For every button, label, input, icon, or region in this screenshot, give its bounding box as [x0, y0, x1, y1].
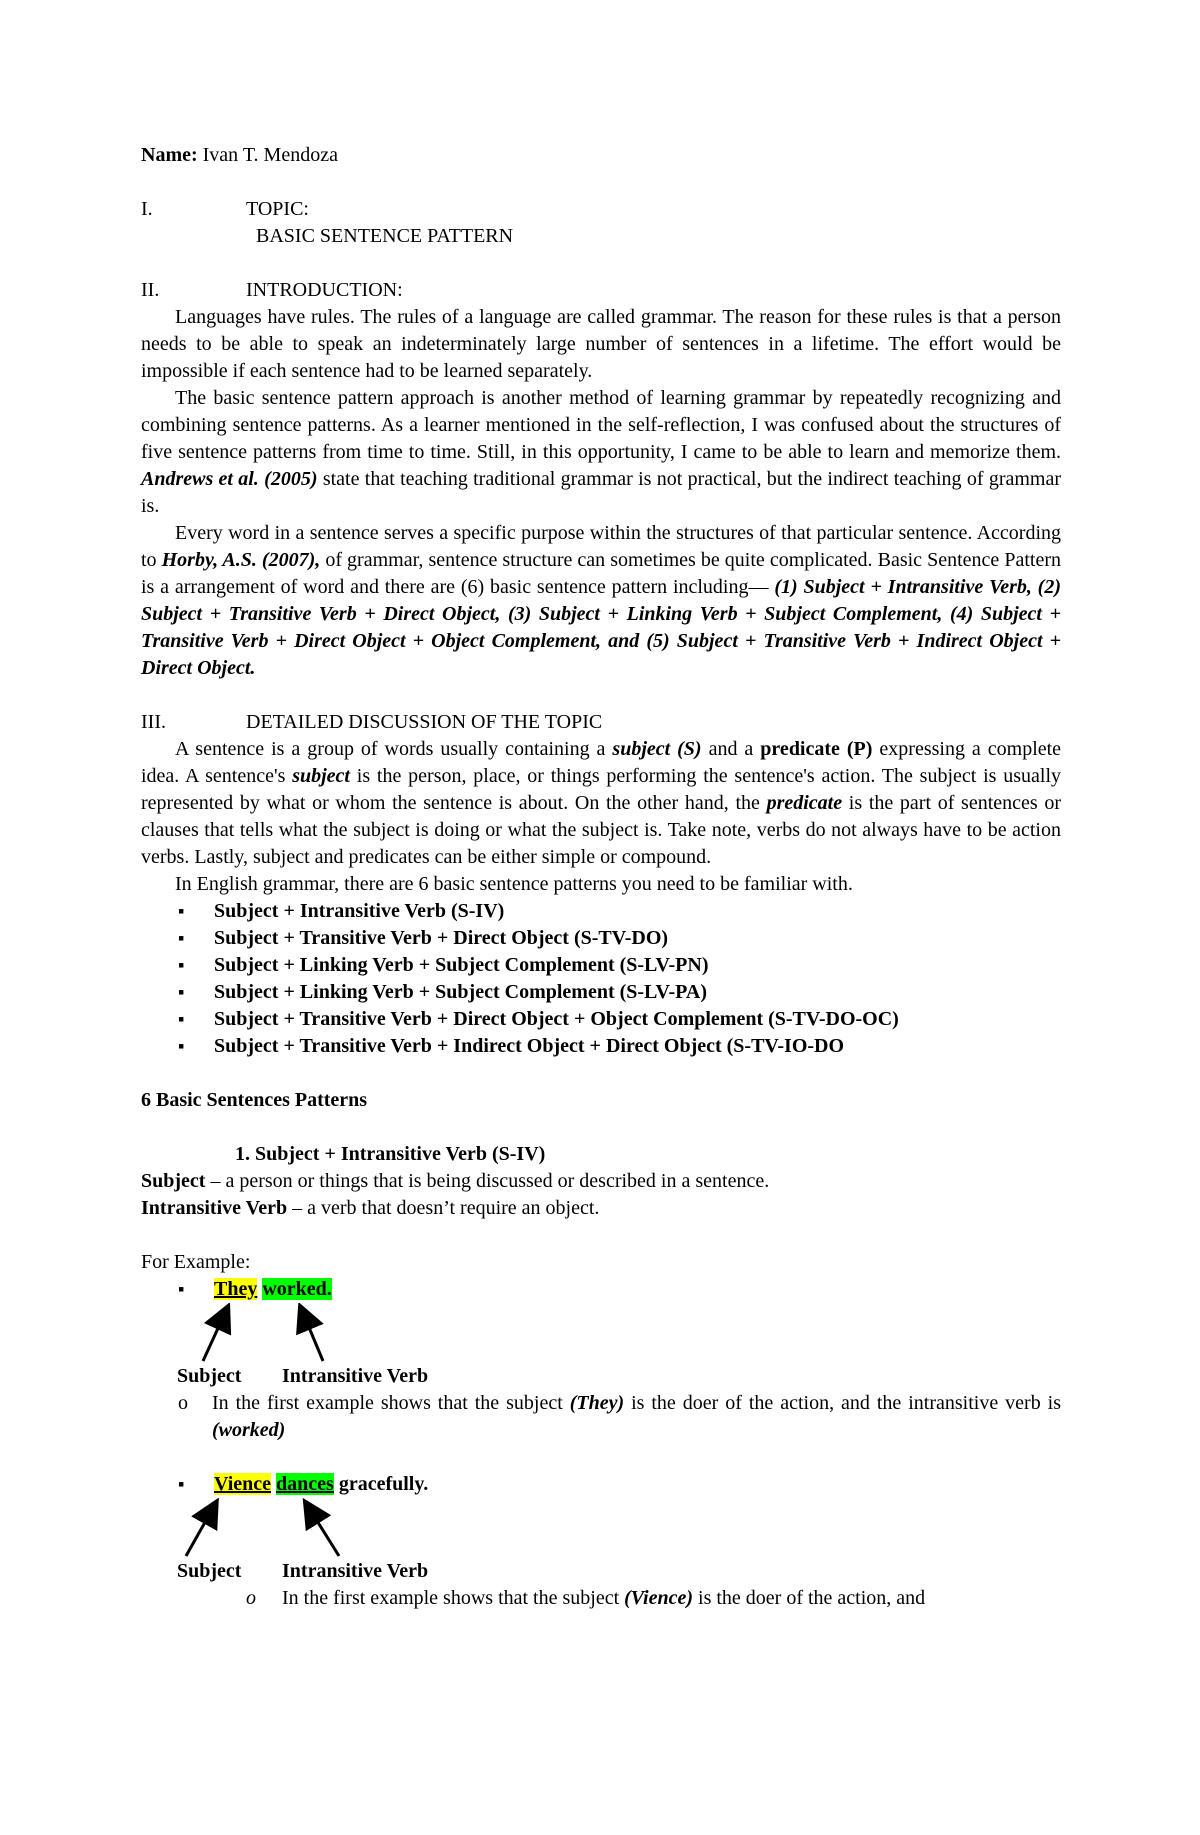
intransitive-verb-definition: Intransitive Verb – a verb that doesn’t require an object. [141, 1197, 600, 1219]
name-value: Ivan T. Mendoza [202, 144, 338, 166]
label-intransitive-verb: Intransitive Verb [282, 1365, 429, 1387]
arrow-to-verb [303, 1313, 323, 1361]
section-number: III. [141, 711, 166, 733]
pattern-list [141, 898, 1061, 1060]
name-line [141, 142, 1061, 169]
circle-bullet-icon: o [246, 1587, 256, 1609]
six-patterns-heading: 6 Basic Sentences Patterns [141, 1089, 368, 1111]
pattern-summary: (1) Subject + Intransitive Verb, (2) Subject + Transitive Verb + Direct Object, (3) Subject + Linking Verb + Subject Complement, (4) Subject + Transitive Verb + Direct Object + Object Complement, and (5) Subject + Transitive Verb + Indirect Object + Direct Object. [141, 576, 1062, 679]
list-item: ▪ Subject + Linking Verb + Subject Complement (S-LV-PA) [178, 979, 1061, 1006]
example-1-note: o In the first example shows that the subject (They) is the doer of the action, and the intransitive verb is (worked) [178, 1392, 1061, 1441]
square-bullet-icon: ▪ [178, 1279, 185, 1299]
example-subject: They [214, 1278, 258, 1300]
discussion-paragraph-2: In English grammar, there are 6 basic sentence patterns you need to be familiar with. [175, 873, 853, 895]
example-verb: worked. [262, 1278, 332, 1300]
arrow-to-subject [186, 1508, 213, 1556]
example-subject: Vience [214, 1473, 272, 1495]
intro-paragraph-1: Languages have rules. The rules of a language are called grammar. The reason for these rules is that a person needs to be able to speak an indeterminately large number of sentences in a lifetime. The effort would be impossible if each sentence had to be learned separately. [141, 306, 1061, 382]
discussion-paragraph-1: A sentence is a group of words usually containing a subject (S) and a predicate (P) expressing a complete idea. A sentence's subject is the person, place, or things performing the sentence's action. The subject is usually represented by what or whom the sentence is about. On the other hand, the predicate is the part of sentences or clauses that tells what the subject is doing or what the subject is. Take note, verbs do not always have to be action verbs. Lastly, subject and predicates can be either simple or compound. [141, 738, 1062, 868]
pattern-1-title: 1. Subject + Intransitive Verb (S-IV) [235, 1143, 546, 1165]
section-introduction [141, 277, 1061, 304]
for-example-label: For Example: [141, 1251, 251, 1273]
example-2-note: o In the first example shows that the subject (Vience) is the doer of the action, and [141, 1585, 1061, 1612]
label-subject: Subject [177, 1560, 242, 1582]
example-2-sentence [141, 1471, 1061, 1498]
list-item: ▪ Subject + Transitive Verb + Indirect Object + Direct Object (S-TV-IO-DO [178, 1033, 1061, 1060]
section-title: INTRODUCTION: [246, 279, 403, 301]
arrow-to-verb [309, 1508, 339, 1556]
citation-andrews: Andrews et al. (2005) [141, 468, 318, 490]
label-intransitive-verb: Intransitive Verb [282, 1560, 429, 1582]
topic-subtitle: BASIC SENTENCE PATTERN [256, 225, 514, 247]
section-number: I. [141, 198, 153, 220]
section-title: DETAILED DISCUSSION OF THE TOPIC [246, 711, 603, 733]
intro-paragraph-2: The basic sentence pattern approach is another method of learning grammar by repeatedly recognizing and combining sentence patterns. As a learner mentioned in the self-reflection, I was confused about the structures of five sentence patterns from time to time. Still, in this opportunity, I came to be able to learn and memorize them. Andrews et al. (2005) state that teaching traditional grammar is not practical, but the indirect teaching of grammar is. [141, 387, 1062, 517]
list-item: ▪ Subject + Transitive Verb + Direct Object (S-TV-DO) [178, 925, 1061, 952]
example-2-labels [141, 1558, 1061, 1585]
section-title: TOPIC: [246, 198, 309, 220]
section-topic [141, 196, 1061, 223]
example-rest: gracefully. [338, 1473, 429, 1495]
intro-paragraph-3: Every word in a sentence serves a specific purpose within the structures of that particular sentence. According to Horby, A.S. (2007), of grammar, sentence structure can sometimes be quite complicated. Basic Sentence Pattern is a arrangement of word and there are (6) basic sentence pattern including— (1) Subject + Intransitive Verb, (2) Subject + Transitive Verb + Direct Object, (3) Subject + Linking Verb + Subject Complement, (4) Subject + Transitive Verb + Direct Object + Object Complement, and (5) Subject + Transitive Verb + Indirect Object + Direct Object. [141, 522, 1062, 679]
section-discussion [141, 709, 1061, 736]
square-bullet-icon: ▪ [178, 1474, 185, 1494]
arrow-to-subject [203, 1313, 225, 1361]
citation-horby: Horby, A.S. (2007), [161, 549, 321, 571]
example-1-labels [141, 1363, 1061, 1390]
section-number: II. [141, 279, 160, 301]
example-1-sentence [141, 1276, 1061, 1303]
label-subject: Subject [177, 1365, 242, 1387]
example-2-arrows [141, 1498, 1061, 1558]
name-label: Name: [141, 144, 198, 166]
circle-bullet-icon: o [178, 1392, 188, 1414]
example-1-arrows [141, 1303, 1061, 1363]
example-verb: dances [276, 1473, 334, 1495]
subject-definition: Subject – a person or things that is being discussed or described in a sentence. [141, 1170, 770, 1192]
document-page [141, 142, 1061, 1612]
list-item: ▪ Subject + Transitive Verb + Direct Object + Object Complement (S-TV-DO-OC) [178, 1006, 1061, 1033]
list-item: ▪ Subject + Intransitive Verb (S-IV) [178, 898, 1061, 925]
list-item: ▪ Subject + Linking Verb + Subject Complement (S-LV-PN) [178, 952, 1061, 979]
